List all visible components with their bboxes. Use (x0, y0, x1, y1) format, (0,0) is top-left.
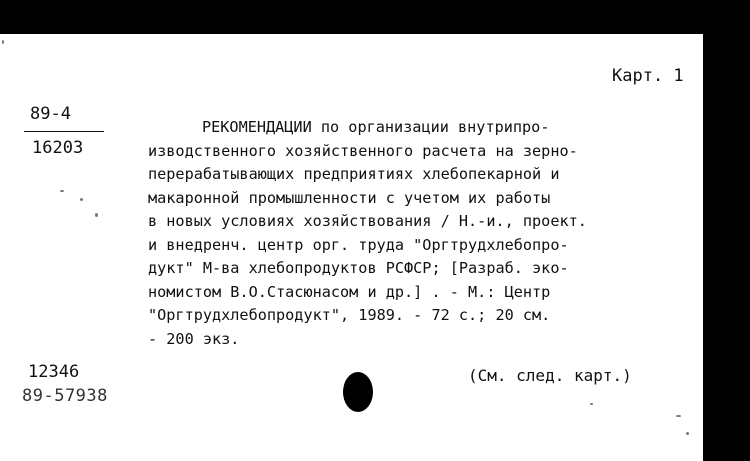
description-line: дукт" М-ва хлебопродуктов РСФСР; [Разраб. эко- (148, 259, 569, 277)
scan-border-top (0, 0, 750, 34)
description-line: макаронной промышленности с учетом их работы (148, 188, 551, 207)
shelf-mark-bottom: 16203 (32, 138, 84, 158)
description-line: в новых условиях хозяйствования / Н.-и., проект. (148, 212, 587, 230)
scan-border-right (703, 0, 750, 461)
description-line: - 200 экз. (148, 329, 240, 348)
inventory-number: 12346 (28, 362, 80, 382)
scan-speck (676, 415, 681, 417)
scan-speck (686, 432, 689, 435)
description-line: и внедренч. центр орг. труда "Оргтрудхлебопро- (148, 235, 569, 254)
description-line: РЕКОМЕНДАЦИИ по организации внутрипро- (202, 118, 550, 136)
scan-speck (590, 403, 593, 405)
scan-speck (60, 190, 64, 192)
registration-number: 89-57938 (22, 386, 108, 406)
scan-speck (95, 213, 98, 217)
see-next-card-note: (См. след. карт.) (468, 366, 632, 385)
shelf-mark-top: 89-4 (30, 104, 71, 124)
description-line: номистом В.О.Стасюнасом и др.] . - М.: Центр (148, 282, 551, 301)
scan-speck (2, 40, 4, 44)
description-line: перерабатывающих предприятиях хлебопекарной и (148, 165, 560, 183)
description-line: "Оргтрудхлебопродукт", 1989. - 72 с.; 20 см. (148, 306, 551, 324)
card-number: Карт. 1 (612, 66, 684, 86)
card-punch-hole (343, 372, 373, 412)
description-line: изводственного хозяйственного расчета на зерно- (148, 141, 578, 160)
scan-speck (80, 198, 83, 201)
shelf-mark-divider (24, 131, 104, 132)
catalog-description (148, 116, 698, 351)
